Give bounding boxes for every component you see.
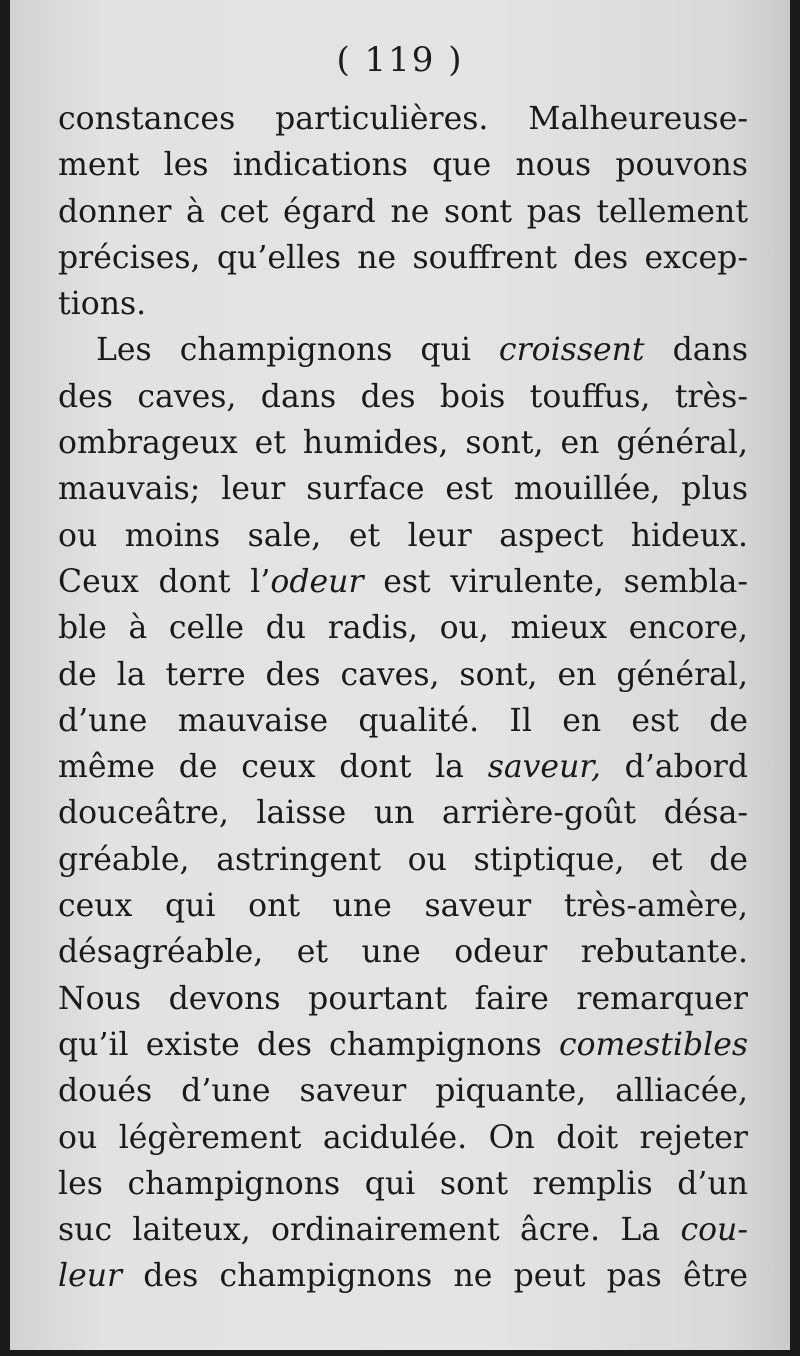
text-line	[58, 929, 748, 975]
text-segment: constances particulières. Malheureuse-	[58, 101, 748, 137]
text-line	[58, 1115, 748, 1161]
text-segment: ment les indications que nous pouvons	[58, 147, 748, 184]
text-line	[58, 96, 748, 142]
text-line	[58, 1068, 748, 1114]
text-segment: donner à cet égard ne sont pas tellement	[58, 193, 748, 230]
italic-text: saveur,	[487, 749, 601, 786]
text-line	[58, 189, 748, 235]
italic-text: cou-	[680, 1212, 748, 1249]
text-segment: dans	[644, 332, 748, 369]
text-segment: qu’il existe des champignons	[58, 1026, 559, 1063]
text-line	[58, 698, 748, 744]
text-line	[58, 883, 748, 929]
text-segment: précises, qu’elles ne souffrent des excep-	[58, 239, 748, 276]
text-segment: des caves, dans des bois touffus, très-	[58, 378, 748, 415]
text-segment: même de ceux dont la	[58, 749, 488, 786]
text-line	[58, 1253, 748, 1299]
text-line	[58, 790, 748, 836]
text-segment: mauvais; leur surface est mouillée, plus	[58, 471, 748, 508]
text-line	[58, 1207, 748, 1253]
text-line	[58, 466, 748, 512]
text-segment: ou légèrement acidulée. On doit rejeter	[58, 1119, 748, 1156]
italic-text: leur	[58, 1258, 123, 1295]
text-line	[58, 142, 748, 188]
text-line	[58, 976, 748, 1022]
text-segment: d’une mauvaise qualité. Il en est de	[58, 702, 748, 739]
text-segment: d’abord	[600, 749, 748, 786]
text-segment: Nous devons pourtant faire remarquer	[58, 980, 748, 1017]
text-segment: suc laiteux, ordinairement âcre. La	[58, 1212, 681, 1249]
text-segment: ceux qui ont une saveur très-amère,	[58, 888, 748, 925]
text-line	[58, 281, 748, 327]
text-line	[58, 235, 748, 281]
text-segment: ou moins sale, et leur aspect hideux.	[58, 517, 748, 554]
text-segment: des champignons ne peut pas être	[122, 1258, 748, 1295]
text-line	[58, 652, 748, 698]
text-line	[58, 513, 748, 559]
text-segment: gréable, astringent ou stiptique, et de	[58, 841, 748, 878]
text-segment: Ceux dont l’	[58, 563, 271, 600]
text-segment: désagréable, et une odeur rebutante.	[58, 934, 748, 971]
text-line	[58, 374, 748, 420]
text-line	[58, 420, 748, 466]
text-segment: est virulente, sembla-	[363, 563, 748, 600]
text-line	[58, 605, 748, 651]
book-page	[10, 0, 790, 1350]
text-segment: douceâtre, laisse un arrière-goût désa-	[58, 795, 748, 832]
text-segment: ble à celle du radis, ou, mieux encore,	[58, 610, 748, 647]
text-line	[58, 1161, 748, 1207]
text-line	[58, 327, 748, 373]
italic-text: croissent	[498, 332, 645, 369]
text-segment: Les champignons qui	[96, 332, 499, 369]
text-line	[58, 1022, 748, 1068]
italic-text: odeur	[270, 563, 364, 600]
text-line	[58, 837, 748, 883]
text-line	[58, 559, 748, 605]
body-text	[58, 96, 748, 1300]
text-segment: ombrageux et humides, sont, en général,	[58, 425, 748, 462]
text-segment: de la terre des caves, sont, en général,	[58, 656, 748, 693]
text-segment: les champignons qui sont remplis d’un	[58, 1165, 748, 1202]
text-segment: doués d’une saveur piquante, alliacée,	[58, 1073, 748, 1110]
text-line	[58, 744, 748, 790]
page-number: ( 119 )	[336, 40, 464, 80]
text-segment: tions.	[58, 286, 147, 323]
italic-text: comestibles	[558, 1026, 748, 1063]
